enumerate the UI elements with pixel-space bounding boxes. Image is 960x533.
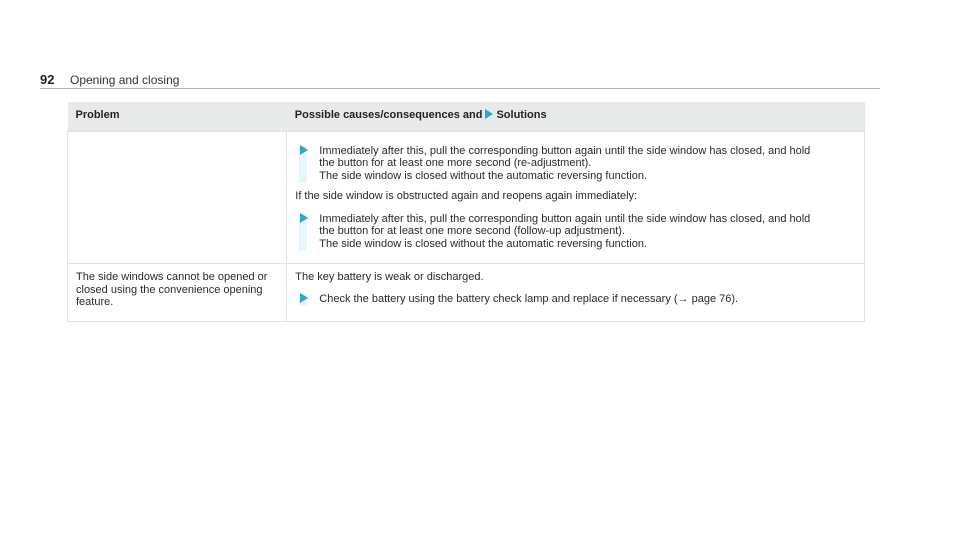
table-row <box>68 131 865 264</box>
step-text-line: the button for at least one more second (re-adjustment). <box>319 157 592 169</box>
section-title: Opening and closing <box>70 73 180 87</box>
step-text-line: the button for at least one more second (follow-up adjustment). <box>319 225 625 237</box>
problem-cell <box>68 264 287 322</box>
step-text-end: ). <box>731 292 739 305</box>
problem-text-line: closed using the convenience opening <box>76 283 263 296</box>
column-header-problem: Problem <box>68 102 287 131</box>
solution-cell <box>287 131 865 264</box>
troubleshooting-table <box>67 102 865 322</box>
page-reference-arrow-icon: → <box>677 292 689 305</box>
step-arrow-icon <box>300 293 308 303</box>
column-header-solutions-prefix: Possible causes/consequences and <box>294 109 483 121</box>
step-text: Check the battery using the battery check lamp and replace if necessary ( <box>319 292 678 305</box>
problem-text-line: feature. <box>76 296 114 308</box>
solution-step <box>295 293 856 306</box>
step-arrow-icon <box>300 145 308 155</box>
solution-note: If the side window is obstructed again and reopens again immediately: <box>295 190 638 202</box>
step-text-line: Immediately after this, pull the corresponding button again until the side window has closed, and hold <box>319 212 811 225</box>
column-header-solutions <box>287 102 865 131</box>
page-reference-link[interactable]: page 76 <box>691 292 732 305</box>
solution-cell <box>287 264 865 322</box>
step-result-line: The side window is closed without the automatic reversing function. <box>319 237 647 250</box>
step-arrow-icon <box>485 109 493 119</box>
solution-step <box>295 213 856 251</box>
problem-cell <box>68 131 287 264</box>
page-header <box>40 72 880 92</box>
page-number: 92 <box>40 72 55 87</box>
cause-text: The key battery is weak or discharged. <box>295 271 484 283</box>
problem-text-line: The side windows cannot be opened or <box>76 271 268 283</box>
header-divider <box>40 88 880 89</box>
step-arrow-icon <box>300 213 308 223</box>
table-row <box>68 264 865 322</box>
solution-step <box>295 145 856 183</box>
step-result-line: The side window is closed without the automatic reversing function. <box>319 169 647 182</box>
table-header-row <box>68 102 865 131</box>
column-header-solutions-suffix: Solutions <box>496 109 547 121</box>
step-text-line: Immediately after this, pull the corresponding button again until the side window has closed, and hold <box>319 144 811 157</box>
step-text-line <box>319 293 856 306</box>
